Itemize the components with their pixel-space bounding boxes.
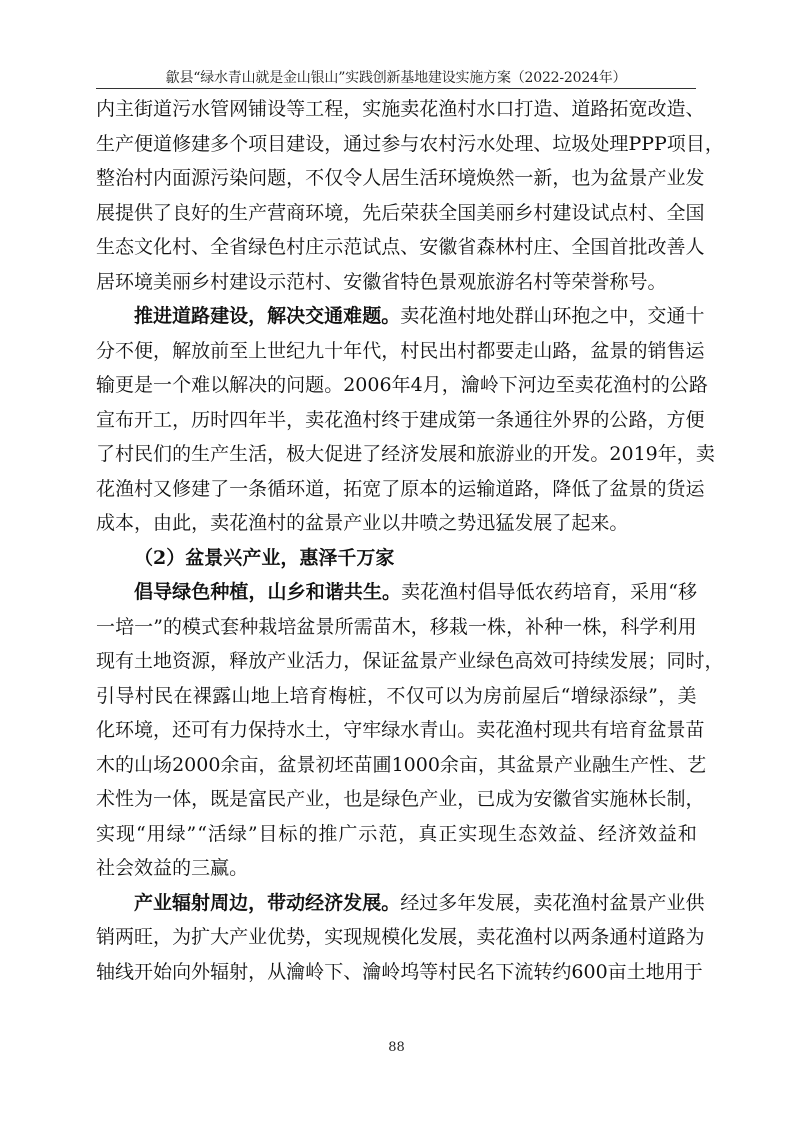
text-line: 实 现 “ 用 绿 ” “ 活 绿 ” 目 标 的 推 广 示 范 ， 真 正 实 现 生 态 效 益 、 经 济 效 益 和 <box>96 822 697 845</box>
text-line: 成 本 ， 由 此 ， 卖 花 渔 村 的 盆 景 产 业 以 井 喷 之 势 迅 猛 发 展 了 起 来 。 <box>96 512 629 534</box>
text-line: 轴 线 开 始 向 外 辐 射 ， 从 瀹 岭 下 、 瀹 岭 坞 等 村 民 名 下 流 转 约 600 亩 土 地 用 于 <box>96 960 703 983</box>
text-line: 推 进 道 路 建 设 ， 解 决 交 通 难 题 。 卖 花 渔 村 地 处 群 山 环 抱 之 中 ， 交 通 十 <box>134 305 705 327</box>
text-line: 花 渔 村 又 修 建 了 一 条 循 环 道 ， 拓 宽 了 原 本 的 运 输 道 路 ， 降 低 了 盆 景 的 货 运 <box>96 477 705 500</box>
text-line: 现 有 土 地 资 源 ， 释 放 产 业 活 力 ， 保 证 盆 景 产 业 绿 色 高 效 可 持 续 发 展 ； 同 时 ， <box>96 650 724 672</box>
text-line: 生 产 便 道 修 建 多 个 项 目 建 设 ， 通 过 参 与 农 村 污 水 处 理 、 垃 圾 处 理 PPP 项 目 ， <box>96 132 724 155</box>
page-number: 88 <box>388 1040 405 1055</box>
text-line: 销 两 旺 ， 为 扩 大 产 业 优 势 ， 实 现 规 模 化 发 展 ， 卖 花 渔 村 以 两 条 通 村 道 路 为 <box>96 926 705 948</box>
text-line: 宣 布 开 工 ， 历 时 四 年 半 ， 卖 花 渔 村 终 于 建 成 第 一 条 通 往 外 界 的 公 路 ， 方 便 <box>96 408 705 431</box>
header-divider <box>96 88 696 89</box>
text-line: 整 治 村 内 面 源 污 染 问 题 ， 不 仅 令 人 居 生 活 环 境 焕 然 一 新 ， 也 为 盆 景 产 业 发 <box>96 167 705 189</box>
text-line: 社 会 效 益 的 三 赢 。 <box>96 857 249 879</box>
text-line: 生 态 文 化 村 、 全 省 绿 色 村 庄 示 范 试 点 、 安 徽 省 森 林 村 庄 、 全 国 首 批 改 善 人 <box>96 236 705 258</box>
text-line: 化 环 境 ， 还 可 有 力 保 持 水 土 ， 守 牢 绿 水 青 山 。 卖 花 渔 村 现 共 有 培 育 盆 景 苗 <box>96 719 705 741</box>
text-line: 展 提 供 了 良 好 的 生 产 营 商 环 境 ， 先 后 荣 获 全 国 美 丽 乡 村 建 设 试 点 村 、 全 国 <box>96 201 705 224</box>
text-line: 倡 导 绿 色 种 植 ， 山 乡 和 谐 共 生 。 卖 花 渔 村 倡 导 低 农 药 培 育 ， 采 用 “ 移 <box>134 581 697 603</box>
text-line: 了 村 民 们 的 生 产 生 活 ， 极 大 促 进 了 经 济 发 展 和 旅 游 业 的 开 发 。 2019 年 ， 卖 <box>96 443 715 465</box>
running-header: 歙县“绿水青山就是金山银山”实践创新基地建设实施方案（2022-2024年） <box>165 70 627 86</box>
text-line: 产 业 辐 射 周 边 ， 带 动 经 济 发 展 。 经 过 多 年 发 展 ， 卖 花 渔 村 盆 景 产 业 供 <box>134 891 705 914</box>
text-line: 内 主 街 道 污 水 管 网 铺 设 等 工 程 ， 实 施 卖 花 渔 村 水 口 打 造 、 道 路 拓 宽 改 造 、 <box>96 98 705 120</box>
text-line: 引 导 村 民 在 裸 露 山 地 上 培 育 梅 桩 ， 不 仅 可 以 为 房 前 屋 后 “ 增 绿 添 绿 ” ， 美 <box>96 684 697 707</box>
section-subheading: （ 2 ） 盆 景 兴 产 业 ， 惠 泽 千 万 家 <box>134 546 395 569</box>
text-line: 分 不 便 ， 解 放 前 至 上 世 纪 九 十 年 代 ， 村 民 出 村 都 要 走 山 路 ， 盆 景 的 销 售 运 <box>96 339 705 362</box>
body-text <box>96 92 724 989</box>
text-line: 输 更 是 一 个 难 以 解 决 的 问 题 。 2006 年 4 月 ， 瀹 岭 下 河 边 至 卖 花 渔 村 的 公 路 <box>96 374 708 396</box>
text-line: 居 环 境 美 丽 乡 村 建 设 示 范 村 、 安 徽 省 特 色 景 观 旅 游 名 村 等 荣 誉 称 号 。 <box>96 270 667 293</box>
text-line: 木 的 山 场 2000 余 亩 ， 盆 景 初 坯 苗 圃 1000 余 亩 ， 其 盆 景 产 业 融 生 产 性 、 艺 <box>96 753 707 776</box>
text-line: 术 性 为 一 体 ， 既 是 富 民 产 业 ， 也 是 绿 色 产 业 ， 已 成 为 安 徽 省 实 施 林 长 制 ， <box>96 788 705 810</box>
text-line: 一 培 一 ” 的 模 式 套 种 栽 培 盆 景 所 需 苗 木 ， 移 栽 一 株 ， 补 种 一 株 ， 科 学 利 用 <box>96 615 697 638</box>
